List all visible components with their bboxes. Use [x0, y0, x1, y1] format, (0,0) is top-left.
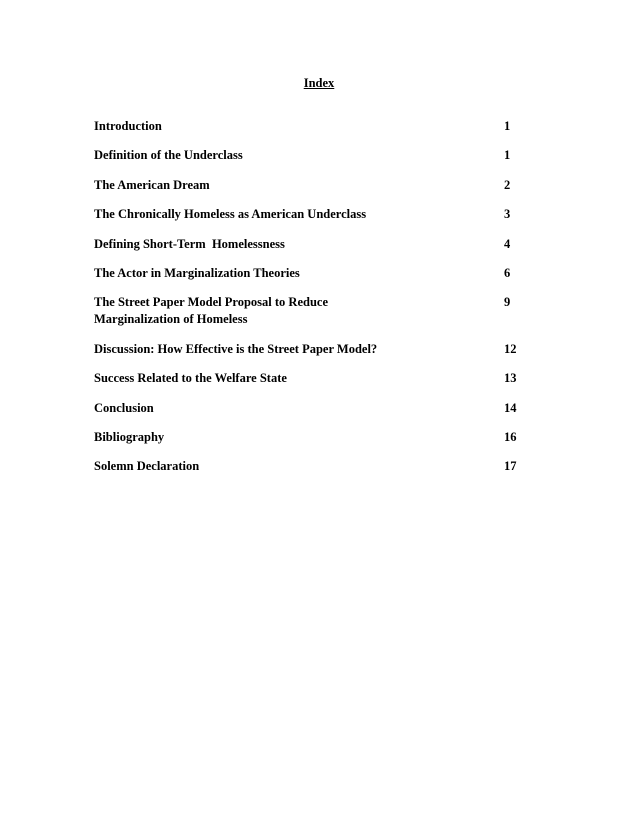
toc-entry-page: 17: [504, 459, 517, 474]
toc-entry-title: Defining Short-Term Homelessness: [94, 236, 285, 251]
toc-entry-title: The American Dream: [94, 177, 210, 192]
toc-entry-page: 2: [504, 177, 511, 192]
toc-entry-title: The Actor in Marginalization Theories: [94, 265, 300, 280]
toc-entry-marginalization-theories: [94, 265, 524, 282]
toc-entry-page: 13: [504, 371, 517, 386]
toc-entry-title: Discussion: How Effective is the Street Paper Model?: [94, 341, 378, 356]
toc-entry-conclusion: [94, 400, 524, 417]
toc-entry-page: 16: [504, 429, 517, 444]
toc-entry-page: 3: [504, 207, 511, 222]
toc-entry-solemn-declaration: [94, 458, 524, 475]
toc-entry-title: Conclusion: [94, 400, 154, 415]
toc-entry-page: 12: [504, 341, 517, 356]
toc-entry-page: 4: [504, 236, 511, 251]
index-heading: Index: [303, 76, 335, 90]
toc-entry-title: Solemn Declaration: [94, 459, 200, 474]
toc-entry-introduction: [94, 118, 524, 135]
toc-entry-title: The Chronically Homeless as American Underclass: [94, 207, 367, 222]
toc-entry-page: 14: [504, 400, 517, 415]
toc-entry-street-paper-proposal: [94, 294, 524, 328]
toc-entry-chronically-homeless: [94, 206, 524, 223]
toc-entry-title: The Street Paper Model Proposal to Reduce Marginalization of Homeless: [94, 295, 328, 327]
toc-entry-discussion: [94, 341, 524, 358]
toc-entry-welfare-state: [94, 370, 524, 387]
toc-entry-bibliography: [94, 429, 524, 446]
toc-entry-title: Introduction: [94, 119, 162, 133]
toc-entry-title: Success Related to the Welfare State: [94, 371, 287, 386]
toc-entry-underclass-definition: [94, 147, 524, 164]
toc-entry-title: Definition of the Underclass: [94, 148, 243, 163]
toc-entry-page: 6: [504, 265, 511, 280]
toc-entry-short-term-homelessness: [94, 236, 524, 253]
toc-entry-page: 1: [504, 119, 511, 133]
toc-entry-american-dream: [94, 177, 524, 194]
toc-entry-page: 1: [504, 148, 511, 163]
toc-entry-page: 9: [504, 295, 511, 310]
toc-entry-title: Bibliography: [94, 429, 165, 444]
table-of-contents: [94, 118, 524, 488]
